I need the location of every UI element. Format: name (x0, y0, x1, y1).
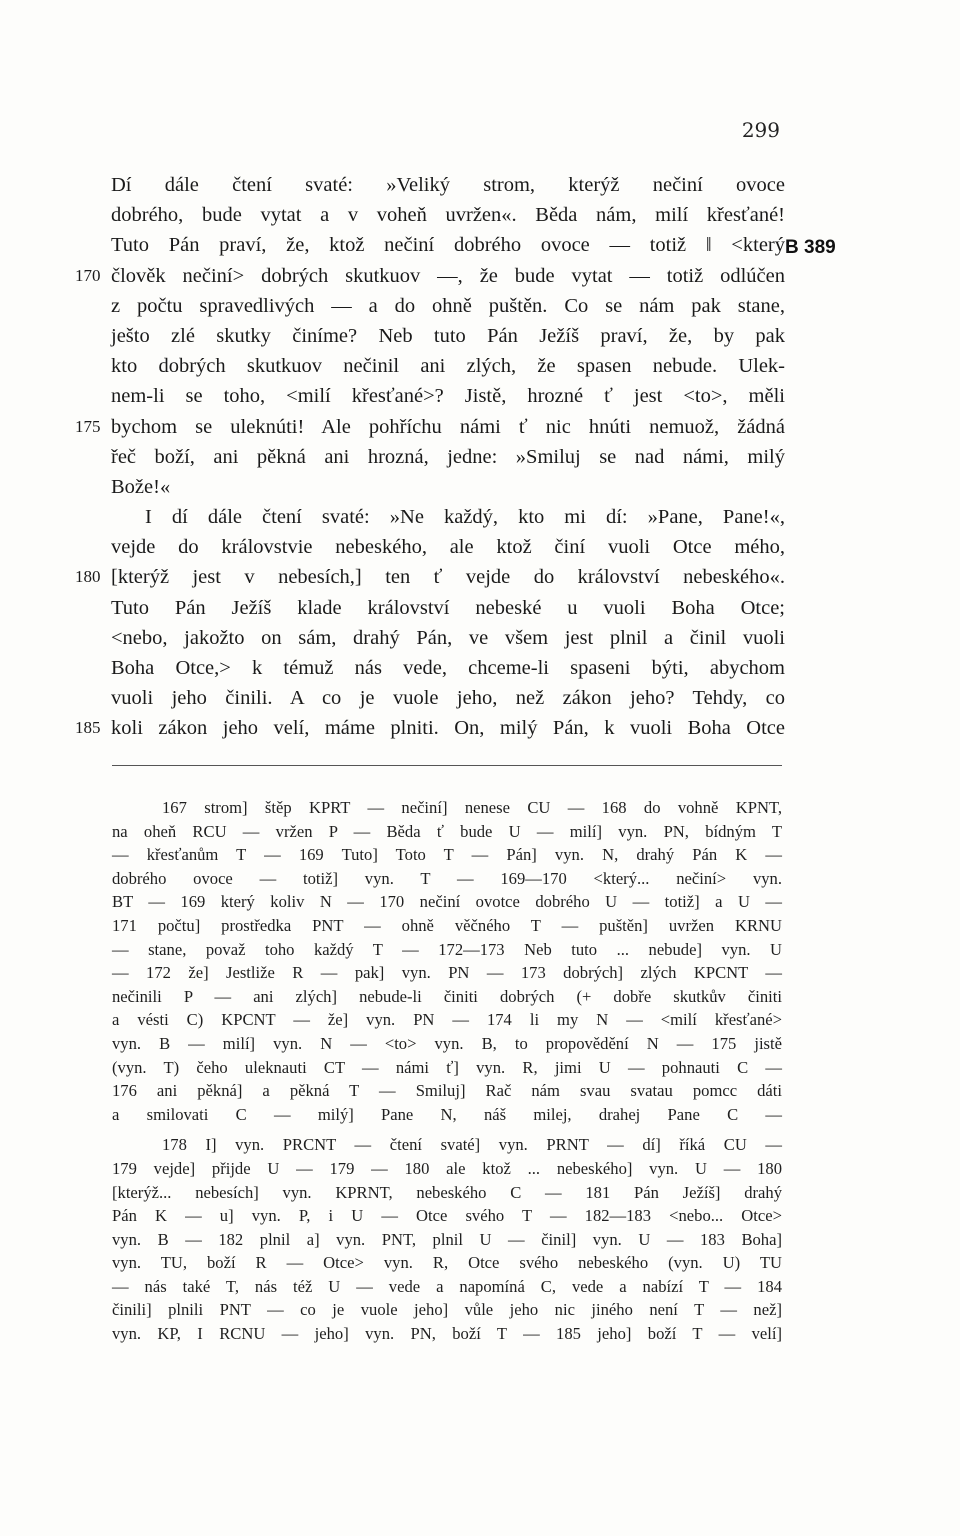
apparatus-line: BT — 169 který koliv N — 170 nečiní ovotce dobrého U — totiž] a U — (112, 892, 782, 912)
line-number: 175 (75, 416, 101, 436)
line-text: I dí dále čtení svaté: »Ne každý, kto mi dí: »Pane, Pane!«, (145, 506, 785, 529)
text-line (105, 683, 785, 713)
line-text: dobrého, bude vytat a v voheň uvržen«. Běda nám, milí křesťané! (111, 204, 785, 227)
apparatus-line: na oheň RCU — vržen P — Běda ť bude U — milí] vyn. PN, bídným T (112, 821, 782, 841)
apparatus-line: — stane, považ toho každý T — 172—173 Neb tuto ... nebude] vyn. U (112, 939, 782, 959)
apparatus-line: vyn. B — 182 plnil a] vyn. PNT, plnil U — činil] vyn. U — 183 Boha] (112, 1229, 782, 1249)
apparatus-line: (vyn. T) čeho uleknauti CT — námi ť] vyn. R, jimi U — pohnauti C — (112, 1057, 782, 1077)
line-text: Bože!« (111, 475, 171, 498)
line-text: vuoli jeho činili. A co je vuole jeho, než zákon jeho? Tehdy, co (111, 687, 785, 710)
apparatus-line: — křesťanům T — 169 Tuto] Toto T — Pán] vyn. N, drahý Pán K — (112, 845, 782, 865)
critical-apparatus (112, 796, 782, 1353)
apparatus-line: nečinili P — ani zlých] nebude-li činiti dobrých (+ dobře skutkův činiti (112, 986, 782, 1006)
line-text: člověk nečiní> dobrých skutkuov —, že bude vytat — totiž odlúčen (111, 264, 785, 287)
line-text: Tuto Pán praví, že, ktož nečiní dobrého ovoce — totiž ǁ <který (111, 234, 785, 257)
text-line (75, 261, 785, 291)
line-text: koli zákon jeho velí, máme plniti. On, milý Pán, k vuoli Boha Otce (111, 717, 785, 740)
line-text: <nebo, jakožto on sám, drahý Pán, ve všem jest plnil a činil vuoli (111, 626, 785, 649)
page-number: 299 (741, 118, 780, 142)
text-line (105, 291, 785, 321)
apparatus-line: 167 strom] štěp KPRT — nečiní] nenese CU — 168 do vohně KPNT, (162, 798, 782, 817)
apparatus-paragraph (112, 796, 782, 1126)
text-line (105, 230, 785, 260)
line-text: ješto zlé skutky činíme? Neb tuto Pán Ježíš praví, že, by pak (111, 324, 785, 347)
text-line (105, 653, 785, 683)
text-line (105, 502, 785, 532)
apparatus-line: a smilovati C — milý] Pane N, náš milej, drahej Pane C — (112, 1104, 782, 1124)
apparatus-line: — 172 že] Jestliže R — pak] vyn. PN — 173 dobrých] zlých KPCNT — (112, 963, 782, 983)
apparatus-line: a vésti C) KPCNT — že] vyn. PN — 174 li my N — <milí křesťané> (112, 1010, 782, 1030)
text-line (75, 562, 785, 592)
text-line (105, 381, 785, 411)
apparatus-line: dobrého ovoce — totiž] vyn. T — 169—170 <který... nečiní> vyn. (112, 868, 782, 888)
line-text: [kterýž jest v nebesích,] ten ť vejde do království nebeského«. (111, 566, 785, 589)
line-text: Boha Otce,> k témuž nás vede, chceme-li spaseni býti, abychom (111, 657, 785, 679)
margin-reference: B 389 (785, 237, 836, 258)
line-text: z počtu spravedlivých — a do ohně puštěn. Co se nám pak stane, (111, 294, 785, 317)
text-line (105, 442, 785, 472)
apparatus-line: 179 vejde] přijde U — 179 — 180 ale ktož ... nebeského] vyn. U — 180 (112, 1158, 782, 1178)
text-line (105, 623, 785, 653)
apparatus-line: [kterýž... nebesích] vyn. KPRNT, nebeského C — 181 Pán Ježíš] drahý (112, 1182, 782, 1202)
apparatus-line: činili] plnili PNT — co je vuole jeho] vůle jeho nic jiného není T — než] (112, 1300, 782, 1320)
apparatus-line: vyn. KP, I RCNU — jeho] vyn. PN, boží T — 185 jeho] boží T — velí] (112, 1324, 782, 1344)
apparatus-line: 171 počtu] prostředka PNT — ohně věčného T — puštěn] uvržen KRNU (112, 915, 782, 935)
text-line (105, 170, 785, 200)
text-line (105, 593, 785, 623)
apparatus-line: vyn. TU, boží R — Otce> vyn. R, Otce svého nebeského (vyn. U) TU (112, 1253, 782, 1273)
apparatus-line: Pán K — u] vyn. P, i U — Otce svého T — 182—183 <nebo... Otce> (112, 1206, 782, 1226)
text-line (75, 412, 785, 442)
line-text: nem-li se toho, <milí křesťané>? Jistě, hrozné ť jest <to>, měli (111, 385, 785, 408)
text-line (105, 532, 785, 562)
text-line (105, 351, 785, 381)
line-text: kto dobrých skutkuov nečinil ani zlých, že spasen nebude. Ulek- (111, 355, 785, 378)
line-number: 170 (75, 265, 101, 285)
apparatus-line: vyn. B — milí] vyn. N — <to> vyn. B, to propovědění N — 175 jistě (112, 1033, 782, 1053)
line-text: Tuto Pán Ježíš klade království nebeské u vuoli Boha Otce; (111, 596, 785, 619)
line-number: 185 (75, 718, 101, 738)
apparatus-line: — nás také T, nás též U — vede a napomíná C, vede a nabízí T — 184 (112, 1276, 782, 1296)
text-line (105, 321, 785, 351)
apparatus-line: 178 I] vyn. PRCNT — čtení svaté] vyn. PRNT — dí] říká CU — (162, 1135, 782, 1155)
text-line (75, 713, 785, 743)
line-text: řeč boží, ani pěkná ani hrozná, jedne: »Smiluj se nad námi, milý (111, 445, 785, 468)
footnote-separator (112, 765, 782, 766)
main-text-block (75, 170, 785, 744)
line-text: vejde do královstvie nebeského, ale ktož činí vuoli Otce mého, (111, 536, 785, 559)
line-number: 180 (75, 567, 101, 587)
line-text: bychom se uleknúti! Ale pohříchu námi ť nic hnúti nemuož, žádná (111, 415, 785, 438)
apparatus-line: 176 ani pěkná] a pěkná T — Smiluj] Rač nám svau svatau pomcc dáti (112, 1081, 782, 1101)
text-line (105, 200, 785, 230)
apparatus-paragraph (112, 1133, 782, 1345)
line-text: Dí dále čtení svaté: »Veliký strom, kterýž nečiní ovoce (111, 174, 785, 196)
text-line (105, 472, 785, 502)
